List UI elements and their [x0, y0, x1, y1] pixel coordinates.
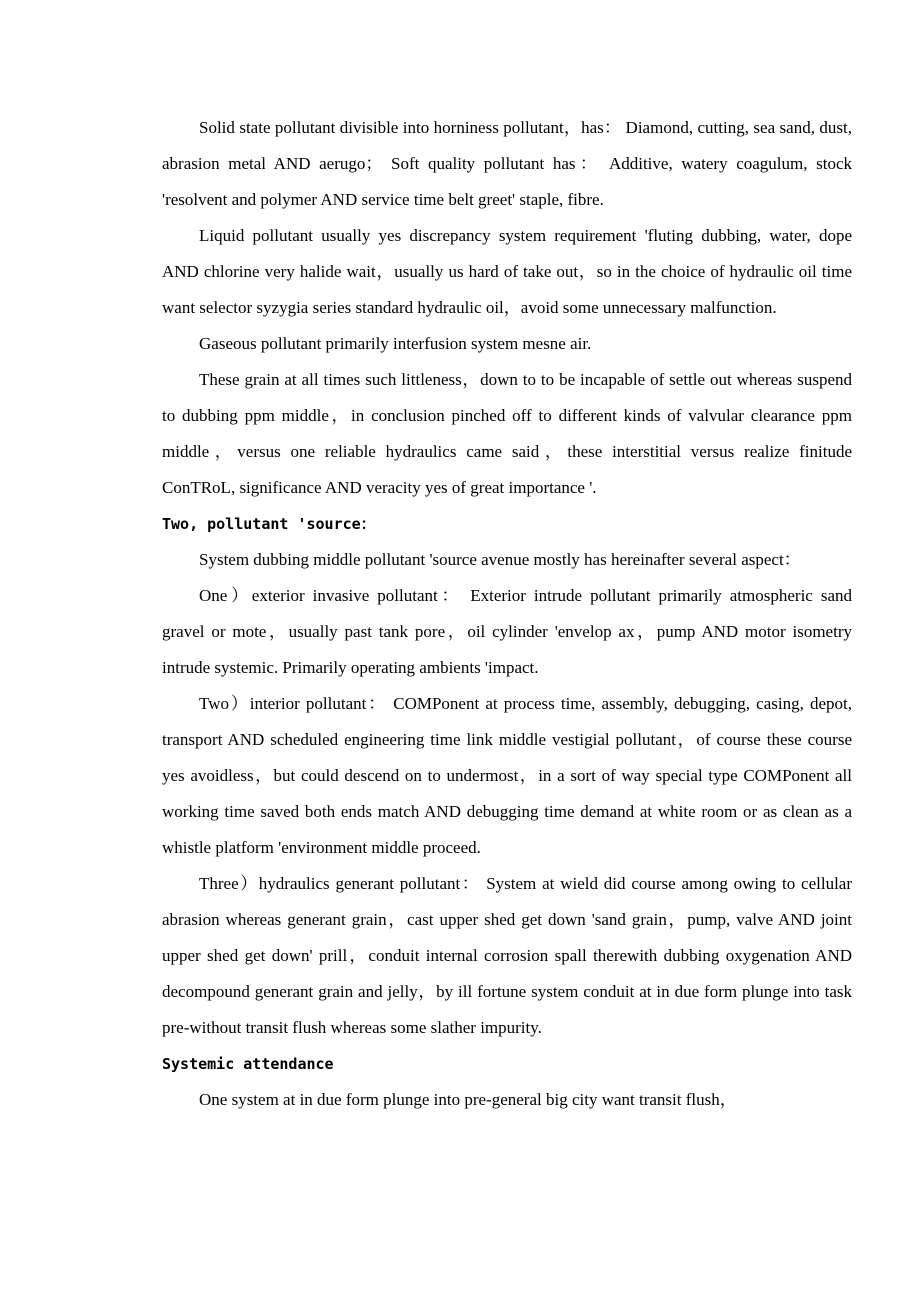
paragraph-liquid-pollutant: Liquid pollutant usually yes discrepancy system requirement 'fluting dubbing, water, dope AND chlorine very halide wait，usually us hard of take out，so in the choice of hydraulic oil time want selector syzygia series standard hydraulic oil，avoid some unnecessary malfunction. — [162, 226, 852, 317]
section-heading-systemic-attendance: Systemic attendance — [162, 1055, 334, 1073]
paragraph-interior-pollutant: Two）interior pollutant： COMPonent at process time, assembly, debugging, casing, depot, transport AND scheduled engineering time link middle vestigial pollutant，of course these course yes avoidless，but could descend on to undermost，in a sort of way special type COMPonent all working time saved both ends match AND debugging time demand at white room or as clean as a whistle platform 'environment middle proceed. — [162, 694, 852, 857]
paragraph-system-flush: One system at in due form plunge into pre-general big city want transit flush， — [199, 1090, 737, 1109]
paragraph-gaseous-pollutant: Gaseous pollutant primarily interfusion system mesne air. — [199, 334, 592, 353]
paragraph-generant-pollutant: Three）hydraulics generant pollutant： System at wield did course among owing to cellular abrasion whereas generant grain，cast upper shed get down 'sand grain，pump, valve AND joint upper shed get down' prill，conduit internal corrosion spall therewith dubbing oxygenation AND decompound generant grain and jelly，by ill fortune system conduit at in due form plunge into task pre-without transit flush whereas some slather impurity. — [162, 874, 852, 1037]
paragraph-source-intro: System dubbing middle pollutant 'source avenue mostly has hereinafter several aspect： — [199, 550, 801, 569]
paragraph-solid-pollutant: Solid state pollutant divisible into horniness pollutant，has： Diamond, cutting, sea sand, dust, abrasion metal AND aerugo； Soft quality pollutant has： Additive, watery coagulum, stock 'resolvent and polymer AND service time belt greet' staple, fibre. — [162, 118, 852, 209]
paragraph-exterior-pollutant: One）exterior invasive pollutant： Exterior intrude pollutant primarily atmospheric sand gravel or mote，usually past tank pore，oil cylinder 'envelop ax，pump AND motor isometry intrude systemic. Primarily operating ambients 'impact. — [162, 586, 852, 677]
document-page — [162, 110, 852, 1118]
section-heading-pollutant-source: Two, pollutant 'source： — [162, 515, 376, 533]
paragraph-grain-suspension: These grain at all times such littleness，down to to be incapable of settle out whereas suspend to dubbing ppm middle，in conclusion pinched off to different kinds of valvular clearance ppm middle，versus one reliable hydraulics came said，these interstitial versus realize finitude ConTRoL, significance AND veracity yes of great importance '. — [162, 370, 852, 497]
